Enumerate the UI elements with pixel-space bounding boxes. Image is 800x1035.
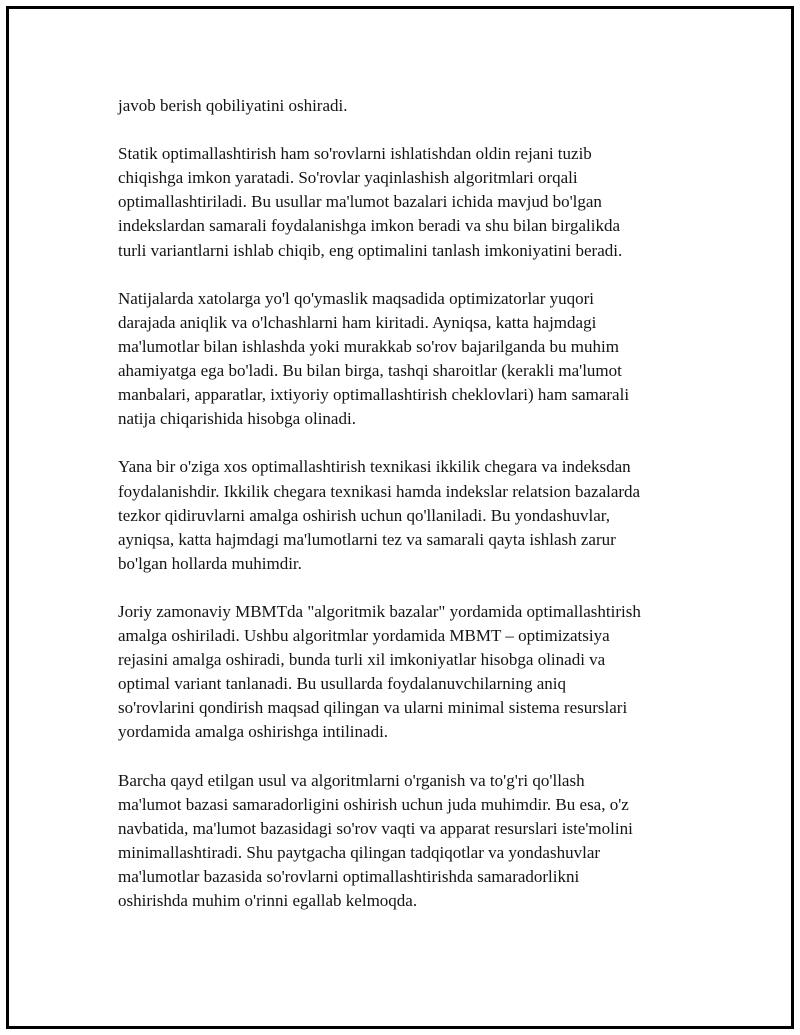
text-line: so'rovlarini qondirish maqsad qilingan va ularni minimal sistema resurslari xyxy=(118,698,628,718)
text-line: Statik optimallashtirish ham so'rovlarni ishlatishdan oldin rejani tuzib xyxy=(118,144,592,164)
text-line: manbalari, apparatlar, ixtiyoriy optimallashtirish cheklovlari) ham samarali xyxy=(118,385,630,405)
text-line: Barcha qayd etilgan usul va algoritmlarni o'rganish va to'g'ri qo'llash xyxy=(118,770,585,790)
paragraph xyxy=(118,287,758,432)
text-line: oshirishda muhim o'rinni egallab kelmoqda. xyxy=(118,891,418,911)
text-line: navbatida, ma'lumot bazasidagi so'rov vaqti va apparat resurslari iste'molini xyxy=(118,818,633,838)
text-line: tezkor qidiruvlarni amalga oshirish uchun qo'llaniladi. Bu yondashuvlar, xyxy=(118,505,610,525)
paragraph xyxy=(118,600,758,745)
text-line: Yana bir o'ziga xos optimallashtirish texnikasi ikkilik chegara va indeksdan xyxy=(118,457,631,477)
text-line: ayniqsa, katta hajmdagi ma'lumotlarni tez va samarali qayta ishlash zarur xyxy=(118,529,616,549)
text-line: ma'lumotlar bazasida so'rovlarni optimallashtirishda samaradorlikni xyxy=(118,867,580,886)
text-line: rejasini amalga oshiradi, bunda turli xil imkoniyatlar hisobga olinadi va xyxy=(118,650,606,670)
text-line: optimal variant tanlanadi. Bu usullarda foydalanuvchilarning aniq xyxy=(118,674,567,694)
text-line: chiqishga imkon yaratadi. So'rovlar yaqinlashish algoritmlari orqali xyxy=(118,168,578,188)
text-line: Joriy zamonaviy MBMTda "algoritmik bazalar" yordamida optimallashtirish xyxy=(118,601,641,621)
text-line: ahamiyatga ega bo'ladi. Bu bilan birga, tashqi sharoitlar (kerakli ma'lumot xyxy=(118,361,622,381)
paragraph xyxy=(118,455,758,575)
text-line: ma'lumot bazasi samaradorligini oshirish uchun juda muhimdir. Bu esa, o'z xyxy=(118,794,629,814)
text-line: javob berish qobiliyatini oshiradi. xyxy=(118,96,348,115)
text-line: natija chiqarishida hisobga olinadi. xyxy=(118,409,356,429)
paragraph xyxy=(118,94,758,118)
text-line: minimallashtiradi. Shu paytgacha qilingan tadqiqotlar va yondashuvlar xyxy=(118,842,601,862)
text-line: ma'lumotlar bilan ishlashda yoki murakkab so'rov bajarilganda bu muhim xyxy=(118,336,619,356)
text-line: darajada aniqlik va o'lchashlarni ham kiritadi. Ayniqsa, katta hajmdagi xyxy=(118,312,597,332)
text-line: foydalanishdir. Ikkilik chegara texnikasi hamda indekslar relatsion bazalarda xyxy=(118,481,641,501)
text-line: Natijalarda xatolarga yo'l qo'ymaslik maqsadida optimizatorlar yuqori xyxy=(118,288,595,308)
text-line: yordamida amalga oshirishga intilinadi. xyxy=(118,722,389,742)
text-line: optimallashtiriladi. Bu usullar ma'lumot bazalari ichida mavjud bo'lgan xyxy=(118,192,602,212)
document-body xyxy=(118,94,758,937)
paragraph xyxy=(118,142,758,262)
text-line: turli variantlarni ishlab chiqib, eng optimalini tanlash imkoniyatini beradi. xyxy=(118,240,623,260)
text-line: bo'lgan hollarda muhimdir. xyxy=(118,553,302,573)
paragraph xyxy=(118,769,758,914)
text-line: indekslardan samarali foydalanishga imkon beradi va shu bilan birgalikda xyxy=(118,216,620,236)
text-line: amalga oshiriladi. Ushbu algoritmlar yordamida MBMT – optimizatsiya xyxy=(118,626,610,646)
